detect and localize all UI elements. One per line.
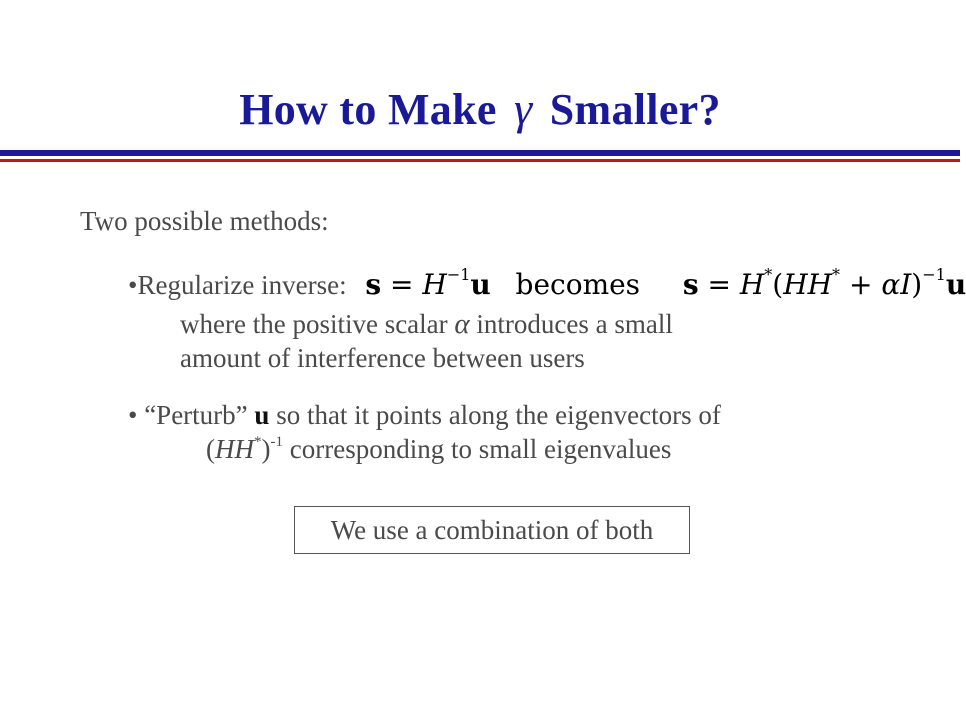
bullet2-line2: $(HH^*)^{-1}$ corresponding to small eigenvalues [206, 434, 672, 464]
bullet1-line1 [128, 265, 966, 301]
equation-left: $s = H^{-1}u$ [365, 265, 491, 301]
becomes-word: becomes [515, 268, 641, 301]
title-divider-red [0, 159, 960, 162]
equation-right: $s = H^*(HH^* + \alpha I)^{-1}u$ [682, 265, 966, 301]
bullet2-line1: • “Perturb” u so that it points along the eigenvectors of [128, 400, 721, 430]
slide-title [0, 82, 960, 135]
title-part1: How to Make [239, 85, 497, 134]
bullet1-line3: amount of interference between users [180, 343, 585, 373]
conclusion-box: We use a combination of both [294, 506, 690, 554]
gamma-symbol: γ [514, 83, 533, 134]
title-divider-blue [0, 150, 960, 156]
title-part2: Smaller? [549, 85, 721, 134]
vector-u: u [254, 400, 270, 430]
intro-text: Two possible methods: [80, 206, 329, 236]
bullet1-label: •Regularize inverse: [128, 270, 347, 300]
alpha-symbol: α [454, 308, 470, 340]
bullet1-line2: where the positive scalar α introduces a small [180, 308, 673, 340]
